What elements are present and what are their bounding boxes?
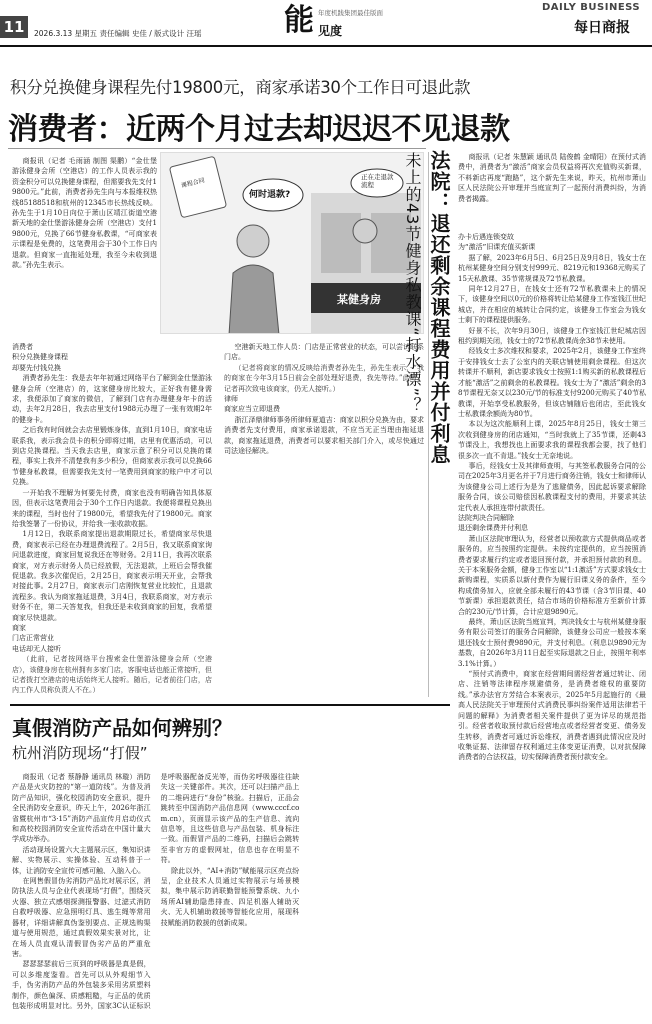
paragraph: 消费者孙先生：我是去年年初通过网络平台了解到金仕堡游泳健身会所（空港店）的，这家健身房比较大，正好我有健身需求，我便添加了商家的微信，了解到门店有办理健身年卡的活动，去年2月28日，我去店里支付1988元办理了一张有效期2年的健身卡。: [12, 374, 212, 424]
masthead: [0, 0, 652, 46]
paragraph: 同年12月27日，在钱女士还有72节私教课未上的情况下，该健身空间以0元的价格将转让给某健身工作室钱江世纪城店，并在相应的城转让合同约定，该健身工作室会为钱女士剩下的课程提供服务。: [458, 285, 646, 325]
subhead: 却要先付钱兑换: [12, 363, 61, 372]
story3-body: [12, 772, 448, 1018]
paragraph: 经钱女士多次维权和要求，2025年2月，该健身工作室终于安排钱女士去了公室内的关联店铺使用剩余课程。但这次转课并不顺利，新店要求钱女士按照1:1购买新的私教课程后才能“激活”之前剩余的私教课程。钱女士为了“激活”剩余的38节课程无奈又以230元/节的标准支付9200元购买了40节私教课，开始享受私教服务，但该店铺随后也闭店，至此钱女士私教课余额尚为80节。: [458, 347, 646, 418]
paragraph: 空港新天地工作人员：门店是正常营业的状态，可以尝试联系门店。: [224, 343, 424, 362]
paragraph: 活动现场设置六大主题展示区，集知识讲解、实物展示、实操体验、互动科普于一体，让消防安全宣传可感可触、入脑入心。: [12, 845, 151, 875]
note-paragraph: （记者将商家的情况反映给消费者孙先生，孙先生表示，“我的商家在今年3月15日前会全部处理好退费，我先等待。”此时，记者再次致电该商家，仍无人接听。）: [224, 363, 424, 393]
note-paragraph: （此前，记者按网络平台搜索金仕堡游泳健身会所（空港店），该健身房在杭州拥有多家门店，客服电话也能正常接听，但记者拨打空港店的电话始终无人接听。随后，记者前往门店，店内工作人员称负责人不在。）: [12, 655, 212, 695]
masthead-rule: [0, 45, 652, 47]
paragraph: 一开始我不理解为何要先付费，商家也没有明确告知具体原因，但表示这笔费用会于30个工作日内退款。我便将课程兑换出来的课程，当时也付了19800元，希望我先付了19800元。商家给我签署了一份协议，并给我一张收款收据。: [12, 488, 212, 528]
section-sub: 年度机践集团最佳版面: [318, 9, 383, 17]
paragraph: 事后，经钱女士及其律师查明，与其签私教服务合同的公司在2025年3月更名并于7月进行商务注销，钱女士和律师认为该健身公司上述行为是为了逃避债务，因此起诉要求解除服务合同，该公司赔偿因私教课程支付的费用，并要求其法定代表人承担连带付款责任。: [458, 461, 646, 512]
subhead: 电话却无人接听: [12, 644, 61, 653]
story2-body-flow: [458, 232, 646, 763]
paragraph: 在网售假冒伪劣消防产品比对展示区，消防执法人员与企业代表现场“打假”，围绕灭火器、独立式感烟探测报警器、过滤式消防自救呼吸器、应急照明灯具、逃生绳等常用器材，详细讲解真伪鉴别要点、正规选购渠道与使用规范，通过真假效果实景对比，让在场人员直观认清假冒伪劣产品的严重危害。: [12, 877, 151, 958]
story3-subhead: 杭州消防现场“打假”: [12, 744, 148, 762]
story1-headline: 消费者：近两个月过去却迟迟不见退款: [8, 112, 510, 147]
paragraph: 浙江泽鼎律师事务所律师夏道吉：商家以积分兑换为由，要求消费者先支付费用，商家承诺退款，不应当无正当理由拖延退款，商家拖延退费，消费者可以要求相关部门介入，或尽快通过司法途径解决。: [224, 415, 424, 456]
illus-sign: 某健身房: [337, 293, 381, 306]
paragraph: 之后我有时间就会去店里锻炼身体，直到1月10日，商家电话联系我，表示我会员卡的积分即将过期，店里有优惠活动，可以到店兑换课程。当天我去店里，商家示意了积分可以兑换的课程，事实上我并不清楚我有多少积分，但商家表示我可以兑换66节健身私教课，但需要我先支付一笔费用到商家的账户中才可以兑换。: [12, 426, 212, 487]
subhead: 律师: [224, 395, 238, 404]
story2-body: [458, 232, 646, 1018]
paragraph: 商报讯（记者 蔡静静 通讯员 林璇）消防产品是火灾防控的“第一道防线”。为普及消防产品知识，强化校园消防安全意识，提升全民消防安全意识，昨天上午，2026年浙江省暨杭州市“3·15”消防产品宣传月启动仪式和高校校园消防安全宣传活动在中国计量大学成功举办。: [12, 773, 151, 844]
story2-intro: 商报讯（记者 朱慧颖 通讯员 陆俊鹤 金晴阳）在预付式消费中，消费者为“激活”商家会员权益将再次充值购买新课，不料新店再度“跑路”，这个新先生来说，昨天，杭州市萧山区人民法院公开审理并当庭宣判了一起预付消费纠纷，为消费者揭露。: [458, 153, 646, 203]
subhead: 消费者: [12, 343, 33, 351]
story1-illustration: [160, 152, 424, 334]
subhead: 门店正常营业: [12, 634, 54, 643]
section-word: 见度: [318, 24, 343, 38]
paragraph: “预付式消费中，商家在经营期间需经营者通过转让、闭店、注销等法律程序规避债务，是消费者维权的重要防线。”承办法官方芳结合本案表示，2025年5月起施行的《最高人民法院关于审理预付式消费民事纠纷案件适用法律若干问题的解释》为消费者相关案件提供了更为详尽的规范指引。经营者收取预付款后经营地点或者经营者变更、债务发生转移，消费者可通过诉讼维权，消费者遇到此情况应及时收集证据、法律留存权利通过主体变更证消费，以对抗保障消费者的合法权益，切实保障消费者预付款安全。: [458, 670, 646, 762]
brand-cn: 每日商报: [574, 20, 630, 36]
story3-body-flow: [12, 772, 299, 1018]
subhead: 积分兑换健身课程: [12, 353, 68, 362]
section-char: 能: [284, 3, 314, 38]
paragraph: 好景不长，次年9月30日，该健身工作室钱江世纪城店因租约到期关闭，钱女士的72节私教课尚余38节未使用。: [458, 326, 646, 346]
story1-rule: [8, 148, 426, 149]
subhead: 法院判决合同解除: [458, 513, 514, 522]
subhead: 办卡后遇连锁变故: [458, 233, 514, 241]
illus-note: 课程合同: [180, 176, 206, 190]
subhead: 商家应当立即退费: [224, 405, 280, 414]
illus-bubble-2: 正在走退款流程: [361, 173, 394, 189]
story1-body: [12, 342, 424, 698]
story1-body-flow: [12, 342, 424, 698]
paragraph: 本以为这次能顺利上课，2025年8月25日，钱女士第三次收到健身房的闭店通知，“当时我就上了35节课，还剩43节课没上，我想找也上面要求我的课程我都会要，找了他们很多次一直不肯退。”钱女士无奈地说。: [458, 420, 646, 460]
paragraph: 1月12日，我联系商家提出退款期限过长，希望商家尽快退费，商家表示已经在办理退费流程了。2月5日，我又联系商家询问退款进度，商家回复说我还在等财务。2月11日，我再次联系商家，对方表示财务人员已经放假，无法退款，上班后会帮我催促退款。我多次催促后，2月25日，商家表示明天开业，会帮我对接此事。2月27日，商家表示门店刚恢复营业比较忙，且退款流程多。我认为商家拖延退费，3月4日，我联系商家，对方表示财务不在，第二天答复我，但我还是未收到商家的回复，我希望商家尽快退款。: [12, 530, 212, 622]
story1-intro: 商报讯（记者 毛雨涵 制图 渠鹏）“金仕堡游泳健身会所（空港店）的工作人员表示我的资金积分可以兑换健身课程，但需要我先支付19800元。”此前，消费者孙先生向与本报维权热线85188518和杭州的12345市长热线反映。孙先生于1月10日向位于萧山区靖江街道空港新天地的金仕堡游泳健身会所（空港店）支付19800元，兑换了66节健身私教课，“可商家表示课程是免费的，这笔费用会于30个工作日内退款。但商家一直拖延处理，我至今未收到退款。”孙先生表示。: [12, 157, 157, 270]
story3-top-rule: [10, 704, 450, 706]
subhead: 商家: [12, 623, 26, 632]
story3-headline: 真假消防产品如何辨别？: [12, 716, 232, 740]
paragraph: 除此以外，“AI+消防”赋能展示区亮点纷呈，企业技术人员通过实物展示与场景模拟，集中展示防消联勤智能预警系统、九小场所AI辅助隐患排查、四足机器人辅助灭火、无人机辅助救援等智能化应用，展现科技赋能消防救援的创新成果。: [160, 866, 300, 927]
brand-en: DAILY BUSINESS: [542, 2, 641, 13]
date-line: 2026.3.13 星期五 责任编辑 史佳 / 版式设计 汪瑶: [34, 29, 202, 38]
page-number: 11: [0, 16, 28, 38]
illus-bubble-1: 何时退款?: [249, 190, 291, 200]
story2-headline: 法院：退还剩余课程费用并付利息: [427, 150, 451, 465]
subhead: 退还剩余课费并付利息: [458, 524, 528, 533]
story2-kicker: 未上的43节健身私教课“打水漂”？: [403, 152, 422, 414]
paragraph: 据了解，2023年6月5日、6月25日及9月8日，钱女士在杭州某健身空间分别支付999元、8219元和19368元购买了15天私教课、35节常规课及72节私教课。: [458, 253, 646, 283]
story1-kicker: 积分兑换健身课程先付19800元，商家承诺30个工作日可退此款: [10, 78, 471, 97]
subhead: 为“激活”旧课充值买新课: [458, 243, 536, 252]
paragraph: 最终，萧山区法院当庭宣判，判决钱女士与杭州某健身服务有限公司签订的服务合同解除，该健身公司应一般按本案退还钱女士预付费9890元，并支付利息。（利息以9890元为基数，自2026年3月11日起至实际退款之日止，按照年利率3.1%计算。）: [458, 618, 646, 668]
paragraph: 萧山区法院审理认为，经营者以预收款方式提供商品或者服务的，应当按照约定提供。未按约定提供的，应当按照消费者要求履行约定或者退回预付款，并承担预付款的利息。关于本案服务金额，健身工作室以“1:1激活”方式要求钱女士新购课程，实质系以新付费作为履行旧课义务的条件，至今构成债务加入，应就全部未履行的43节课（含3节旧课、40节新课）承担退款责任，结合市场的价格标准方至新价计算合的230元/节计算，合计应退9890元。: [458, 534, 646, 616]
paragraph: 瑟瑟瑟瑟前后三页到的呼吸器是真是假，可以多维度鉴看。首先可以从外观细节入手，伪劣消防产品的外包装多采用劣质塑料制作，颜色偏深、质感粗糙，与正品的优质包装形成明显对比。另外，国家3C认证标识是呼吸器配备反光等，而伪劣呼吸器往往缺失这一关键部件。其次，还可以扫描产品上的二维码进行“身份”核验。扫描后，正品会跳转至中国消防产品信息网（www.cccf.com.cn），页面显示该产品的生产信息、流向信息等，且这些信息与产品包装、机身标注一致。而假冒产品的二维码，扫描后会跳转至非官方的虚假网址，信息也存在明显不符。: [12, 773, 300, 1010]
